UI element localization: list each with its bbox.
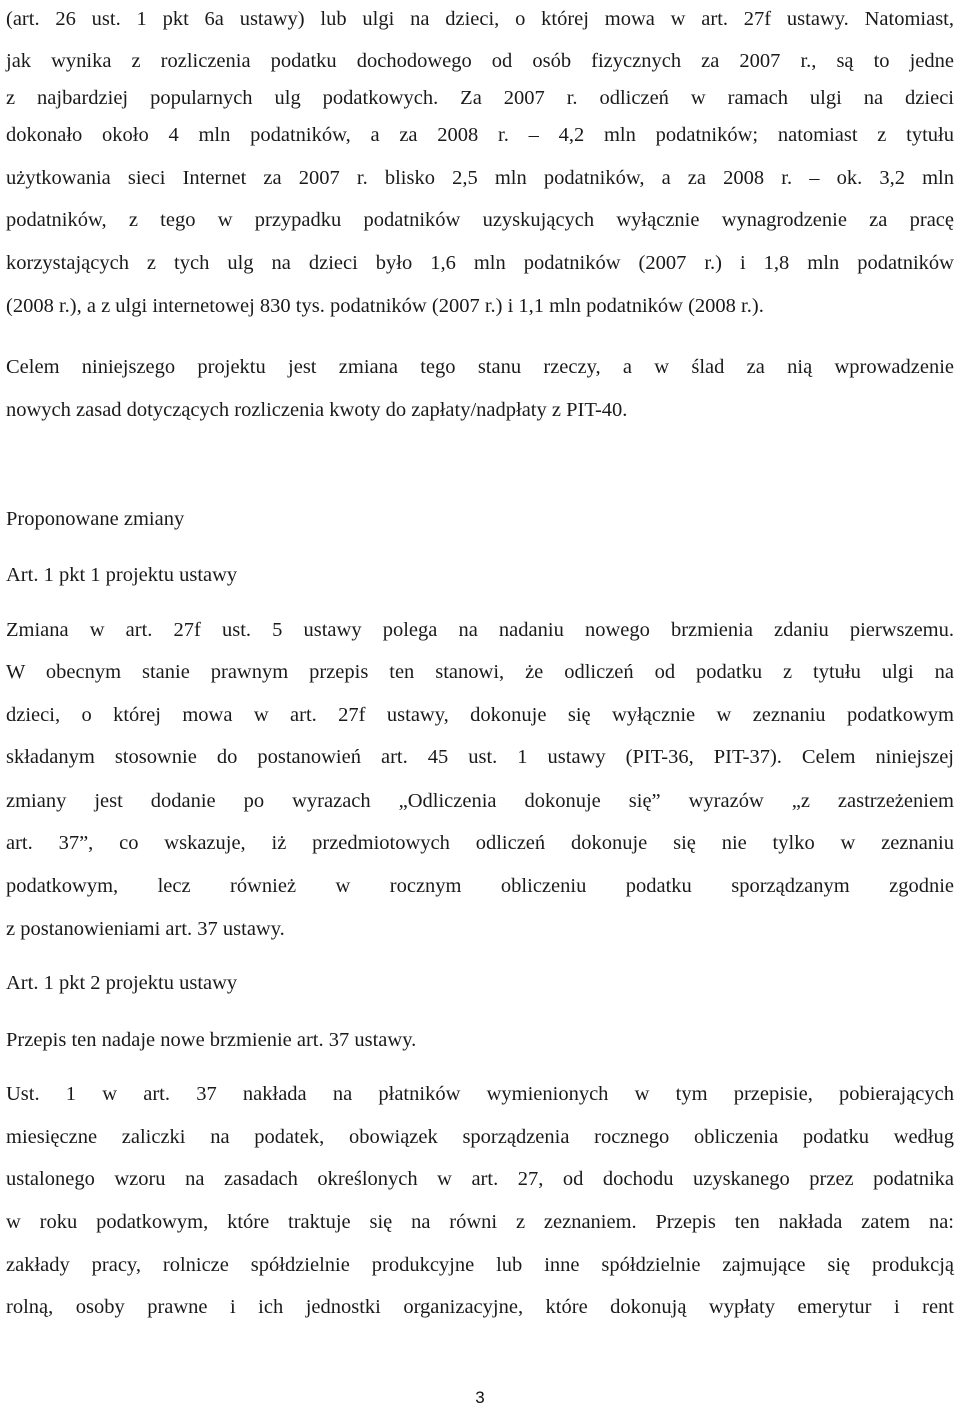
text-line: korzystających z tych ulg na dzieci było 1,6 mln podatników (2007 r.) i 1,8 mln podatników [6, 252, 954, 274]
text-line: Celem niniejszego projektu jest zmiana tego stanu rzeczy, a w ślad za nią wprowadzenie [6, 356, 954, 378]
text-line: (2008 r.), a z ulgi internetowej 830 tys. podatników (2007 r.) i 1,1 mln podatników (2008 r.). [6, 295, 764, 317]
text-line: z najbardziej popularnych ulg podatkowych. Za 2007 r. odliczeń w ramach ulgi na dzieci [6, 87, 954, 109]
text-line: miesięczne zaliczki na podatek, obowiązek sporządzenia rocznego obliczenia podatku według [6, 1126, 954, 1148]
text-line: użytkowania sieci Internet za 2007 r. blisko 2,5 mln podatników, a za 2008 r. – ok. 3,2 mln [6, 167, 954, 189]
page-number: 3 [475, 1388, 485, 1407]
text-line: składanym stosownie do postanowień art. 45 ust. 1 ustawy (PIT-36, PIT-37). Celem niniejszej [6, 746, 954, 768]
text-line: art. 37”, co wskazuje, iż przedmiotowych odliczeń dokonuje się nie tylko w zeznaniu [6, 832, 954, 854]
text-line: dokonało około 4 mln podatników, a za 2008 r. – 4,2 mln podatników; natomiast z tytułu [6, 124, 954, 146]
text-line: podatkowym, lecz również w rocznym obliczeniu podatku sporządzanym zgodnie [6, 875, 954, 897]
text-line: Zmiana w art. 27f ust. 5 ustawy polega na nadaniu nowego brzmienia zdaniu pierwszemu. [6, 619, 954, 641]
text-line: (art. 26 ust. 1 pkt 6a ustawy) lub ulgi na dzieci, o której mowa w art. 27f ustawy. Natomiast, [6, 8, 954, 30]
section-heading: Proponowane zmiany [6, 508, 185, 530]
text-line: z postanowieniami art. 37 ustawy. [6, 918, 285, 940]
text-line: nowych zasad dotyczących rozliczenia kwoty do zapłaty/nadpłaty z PIT-40. [6, 399, 628, 421]
text-line: dzieci, o której mowa w art. 27f ustawy, dokonuje się wyłącznie w zeznaniu podatkowym [6, 704, 954, 726]
text-line: w roku podatkowym, które traktuje się na równi z zeznaniem. Przepis ten nakłada zatem na: [6, 1211, 954, 1233]
text-line: podatników, z tego w przypadku podatników uzyskujących wyłącznie wynagrodzenie za pracę [6, 209, 954, 231]
text-line: W obecnym stanie prawnym przepis ten stanowi, że odliczeń od podatku z tytułu ulgi na [6, 661, 954, 683]
text-line: jak wynika z rozliczenia podatku dochodowego od osób fizycznych za 2007 r., są to jedne [6, 50, 954, 72]
subsection-heading: Art. 1 pkt 2 projektu ustawy [6, 972, 238, 994]
text-line: zmiany jest dodanie po wyrazach „Odliczenia dokonuje się” wyrazów „z zastrzeżeniem [6, 790, 954, 812]
subsection-heading: Art. 1 pkt 1 projektu ustawy [6, 564, 238, 586]
text-line: ustalonego wzoru na zasadach określonych w art. 27, od dochodu uzyskanego przez podatnika [6, 1168, 954, 1190]
text-line: zakłady pracy, rolnicze spółdzielnie produkcyjne lub inne spółdzielnie zajmujące się produkcją [6, 1254, 954, 1276]
text-line: Ust. 1 w art. 37 nakłada na płatników wymienionych w tym przepisie, pobierających [6, 1083, 954, 1105]
text-line: Przepis ten nadaje nowe brzmienie art. 37 ustawy. [6, 1029, 417, 1051]
text-line: rolną, osoby prawne i ich jednostki organizacyjne, które dokonują wypłaty emerytur i rent [6, 1296, 954, 1318]
